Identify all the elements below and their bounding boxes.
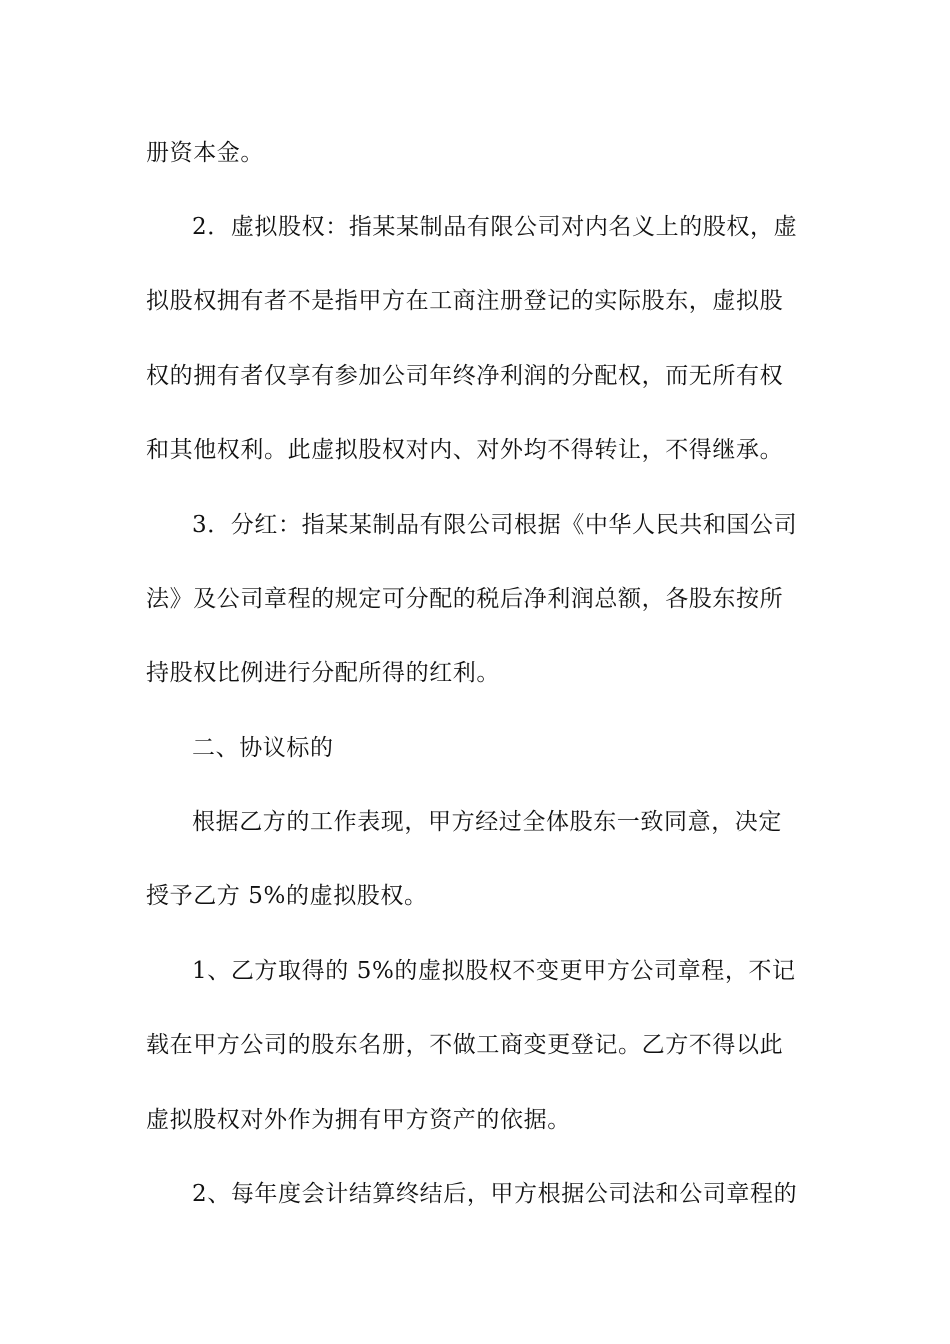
text-line-4: 权的拥有者仅享有参加公司年终净利润的分配权，而无所有权 [146, 363, 784, 389]
section-heading: 二、协议标的 [192, 735, 334, 761]
text-line-15: 2、每年度会计结算终结后，甲方根据公司法和公司章程的 [192, 1181, 798, 1207]
text-line-7: 法》及公司章程的规定可分配的税后净利润总额，各股东按所 [146, 586, 784, 612]
text-line-5: 和其他权利。此虚拟股权对内、对外均不得转让，不得继承。 [146, 437, 784, 463]
text-line-8: 持股权比例进行分配所得的红利。 [146, 660, 500, 686]
text-line-1: 册资本金。 [146, 140, 264, 166]
text-line-13: 载在甲方公司的股东名册，不做工商变更登记。乙方不得以此 [146, 1032, 784, 1058]
text-line-3: 拟股权拥有者不是指甲方在工商注册登记的实际股东，虚拟股 [146, 288, 784, 314]
text-line-11: 授予乙方 5%的虚拟股权。 [146, 883, 428, 909]
text-line-2: 2．虚拟股权：指某某制品有限公司对内名义上的股权，虚 [192, 214, 798, 240]
text-line-6: 3．分红：指某某制品有限公司根据《中华人民共和国公司 [192, 512, 798, 538]
text-line-14: 虚拟股权对外作为拥有甲方资产的依据。 [146, 1107, 571, 1133]
text-line-12: 1、乙方取得的 5%的虚拟股权不变更甲方公司章程，不记 [192, 958, 796, 984]
text-line-10: 根据乙方的工作表现，甲方经过全体股东一致同意，决定 [192, 809, 782, 835]
